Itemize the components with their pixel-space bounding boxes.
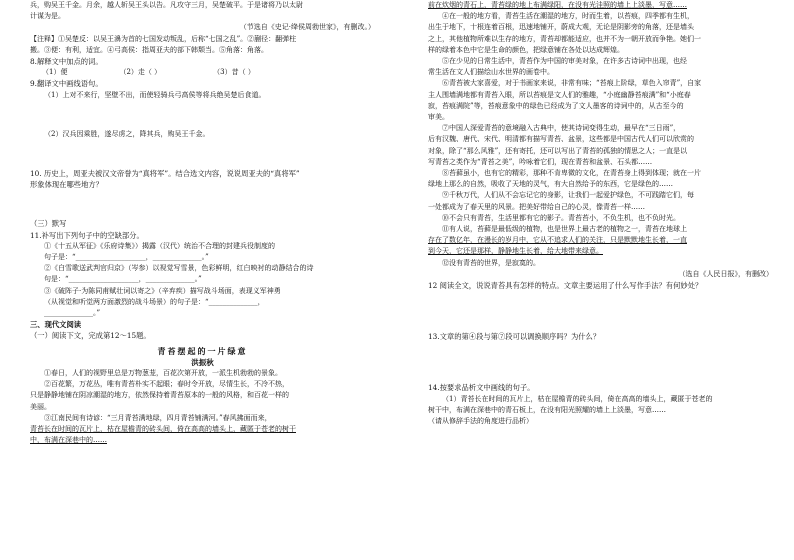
q11-item: ②《白雪歌送武判官归京》（岑参）以视觉写雪景，色彩鲜明，红白映衬的动静结合的诗 [44, 264, 314, 273]
article-paragraph: 样的绿着本色中它是生命的颜色，把绿意铺在各处以达成辉煌。 [428, 45, 624, 54]
q8-item: （1）便 [42, 68, 68, 77]
q9-sentence: （1）上对不来行，坚壁不出，而使轻骑兵弓高侯等将兵绝吴楚后食道。 [44, 90, 266, 99]
annotation-line: 【注释】①吴楚反：以吴王濞为首的七国发动叛乱，后称“七国之乱”。②蒯径：翻弹柱 [30, 34, 297, 43]
article-paragraph: ①春日，人们的视野里总是万物葱茏，百花次第开放，一派生机勃勃的景象。 [44, 369, 282, 378]
q9-sentence: （2）汉兵因乘胜，遂尽虏之，降其兵，购吴王千金。 [44, 129, 210, 138]
passage-line: 兵，购吴王千金。月余，越人斩吴王头以告。凡攻守三月，吴楚破平。于是诸将乃以太尉 [30, 1, 303, 9]
article-paragraph: ⑦中国人深爱青苔的意境融入古典中，使其诗词变得生动，最早在“三日雨”， [442, 124, 681, 133]
question-10: 10. 历史上，周亚夫被汉文帝誉为“真将军”。结合选文内容，说说周亚夫的“真将军” [30, 169, 300, 179]
section-subheading: （一）阅读下文，完成第12～15题。 [30, 331, 151, 341]
article-paragraph: 只是静静地铺在阴凉潮湿的地方，依然保持着青苔原本的一般的风格，和百花一样的 [30, 391, 289, 400]
question-9: 9.翻译文中画线语句。 [30, 79, 103, 89]
question-12: 12 阅读全文，说说青苔具有怎样的特点。文章主要运用了什么写作手法？有何妙处？ [428, 281, 703, 291]
annotation-line: 搬。③便：有利，适宜。④弓高侯：指周亚夫的部下韩颓当。⑤角落：角落。 [30, 45, 268, 54]
article-paragraph: 对象，除了“那么风雅”，还有寄托，还可以写出了青苔的孤独的情思之人；一直是以 [428, 146, 688, 155]
q11-item: 句子是：“____________________，______________。” [44, 253, 209, 262]
article-paragraph: ⑥青苔被大家喜爱，对于书画家来说，非常有味；“苔痕上阶绿，草色入帘青”，自家 [442, 79, 702, 88]
left-column [30, 0, 375, 447]
section-heading: （三）默写 [30, 219, 67, 229]
article-paragraph: 写青苔之类作为“青苔之美”，吟咏着它们，现在青苔和盆景、石头都…… [428, 157, 653, 166]
q14-item: 树干中，布满在深巷中的青石板上，在没有阳光照耀的墙上上淡墨，写意…… [428, 405, 666, 414]
article-paragraph: 美丽。 [30, 402, 51, 411]
article-author: 洪振秋 [191, 357, 214, 367]
section-heading: 三、现代文阅读 [30, 320, 82, 330]
right-column [428, 0, 773, 427]
article-paragraph: 出生于地下，十根连着百根，迅速地铺开，蔚成大观，无论是阴影旁的角落，还是墙头 [428, 23, 694, 32]
passage-source: （节选自《史记·绛侯周勃世家》，有删改。） [239, 23, 375, 32]
question-10: 形象体现在哪些地方？ [30, 180, 103, 190]
question-11: 11.补写出下列句子中的空缺部分。 [30, 230, 144, 240]
article-paragraph: ②百花繁，万花丛，唯有青苔朴实不起眼；春时令开放，尽情生长，不冷不热， [44, 380, 289, 389]
question-8-items [30, 67, 375, 78]
q8-item: （2）走（ ） [119, 68, 162, 77]
article-title: 青苔摆起的一片绿意 [157, 345, 248, 356]
article-paragraph: 后有汉魏、唐代、宋代、明清都有描写青苔、盆景，这些都是中国古代人们可以欣赏的 [428, 135, 694, 144]
article-paragraph: ④在一般的地方看，青苔生活在潮湿的地方，时而生着，以苔痕，四季都有生机， [442, 12, 694, 21]
passage-line: 计谋为是。 [30, 12, 65, 21]
article-paragraph: ⑪有人说，苔藓是最低级的植物，也是世界上最古老的植物之一，青苔在地球上 [442, 225, 687, 234]
q11-item: ①《十五从军征》《乐府诗集》）揭露（汉代）统治不合理的封建兵役制度的 [44, 241, 275, 250]
underlined-sentence: 青苔长在时间的瓦片上，枯在屋檐青的砖头间，倚在高高的墙头上，藏匿于苍老的树干 [30, 425, 296, 434]
article-paragraph: 绿地上那么的自然，吸收了天地的灵气，有大自然给予的东西，它是绿色的…… [428, 180, 673, 189]
q11-item: 句是：“____________________，______________。” [44, 275, 202, 284]
article-paragraph: 主人围墙满地都有青苔入眼，所以苔痕是文人们的雅趣，“小庭幽静苔痕满”和“小庭春 [428, 90, 691, 99]
question-14: 14.按要求品析文中画线的句子。 [428, 383, 535, 393]
article-paragraph: 一处都成为了春天里的风景。把美好带给自己的心灵，像青苔一样…… [428, 202, 645, 211]
underlined-sentence: 到今天，它还是那样，静静地生长着，给大地带来绿意。 [428, 247, 603, 256]
q11-item: （从视觉和听觉两方面激烈的战斗场景）的句子是：“______________， [44, 297, 265, 306]
article-paragraph: 寂，苔痕满院”等，苔痕意象中的绿色已经成为了文人墨客的诗词中的，从古至今的 [428, 101, 684, 110]
article-paragraph: 审美。 [428, 113, 449, 122]
article-paragraph: ⑫没有青苔的世界，是寂寞的。 [442, 258, 540, 267]
article-paragraph: 之上，其他植物所难以生存的地方，青苔却都能适应，也并不为一朝开放而争艳。她们一 [428, 34, 701, 43]
underlined-sentence: 存在了数亿年，在漫长的岁月中，它从不追求人们的关注，只是默默地生长着，一直 [428, 236, 687, 245]
question-13: 13.文章的第④段与第⑦段可以调换顺序吗？为什么？ [428, 332, 601, 342]
article-paragraph: ⑤在少见的日常生活中，青苔作为中国的审美对象，在许多古诗词中出现，也经 [442, 57, 687, 66]
article-paragraph: ⑨千秋万代，人们从不会忘记它的身影，让我们一起爱护绿色，不可践踏它们，每 [442, 191, 694, 200]
question-8: 8.解释文中加点的词。 [30, 57, 103, 67]
article-paragraph: ③江南民间有诗谚：“三月青苔满地绿，四月青苔铺满河。”春风拂面而来， [44, 413, 272, 422]
q14-item: （1）青苔长在时间的瓦片上，枯在屋檐青的砖头间，倚在高高的墙头上，藏匿于苍老的 [442, 394, 713, 403]
article-paragraph: 常生活在文人们描绘山水世界的画卷中。 [428, 68, 554, 77]
underlined-sentence: 前在炊烟的青石上，青苔绿的地上布满绿阳，在没有光洼照的墙上上淡墨，写意…… [428, 1, 687, 9]
article-paragraph: ⑧苔藓虽小，也有它的精彩，那种不肯卑微的文化，在青苔身上得到体现；就在一片 [442, 169, 701, 178]
underlined-sentence: 中，布满在深巷中的…… [30, 436, 107, 445]
q11-item: ③《破阵子·为陈同甫赋壮词以寄之》（辛弃疾）描写战斗场面，表现义军神勇 [44, 286, 281, 295]
q8-item: （3）昔（ ） [213, 68, 255, 77]
q11-item: ______________。” [44, 309, 101, 318]
article-source: （选自《人民日报》，有删改） [678, 269, 773, 278]
article-paragraph: ⑩不会只有青苔，生活里都有它的影子。青苔苔小，不负生机，也不负时光。 [442, 213, 680, 222]
q14-hint: （请从修辞手法的角度进行品析） [428, 417, 533, 426]
